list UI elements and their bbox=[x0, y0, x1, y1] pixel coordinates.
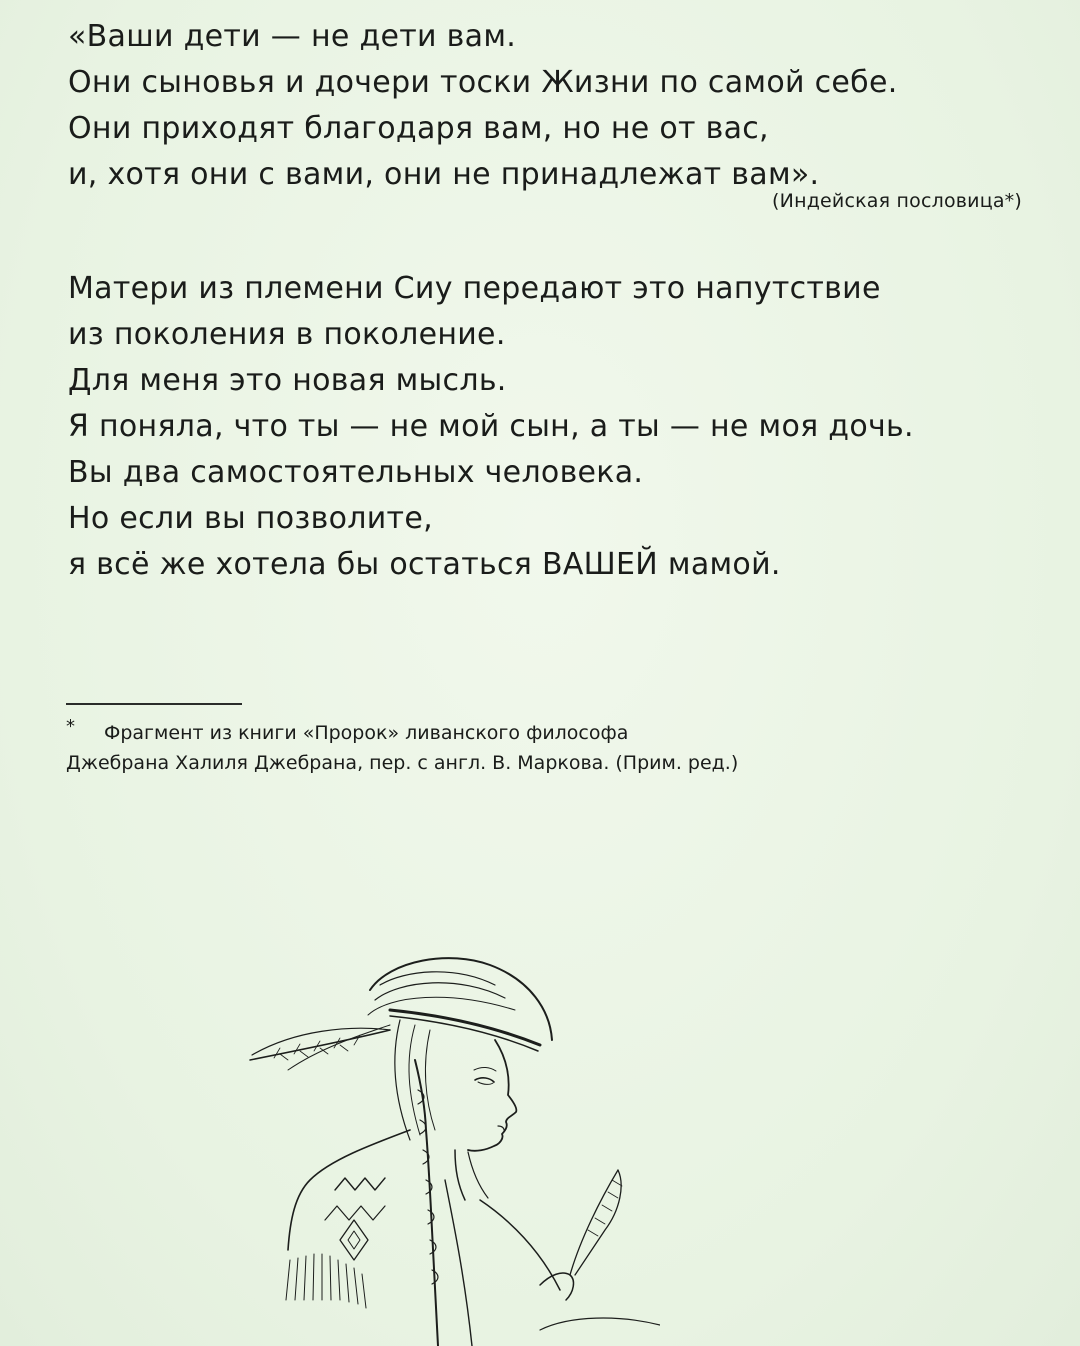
body-line: Для меня это новая мысль. bbox=[68, 363, 507, 398]
quote-attribution: (Индейская пословица*) bbox=[772, 190, 1022, 212]
footnote-divider bbox=[66, 703, 242, 705]
footnote-line: Джебрана Халиля Джебрана, пер. с англ. В. Маркова. (Прим. ред.) bbox=[66, 752, 739, 774]
epigraph-quote bbox=[68, 14, 1028, 198]
body-line: Я поняла, что ты — не мой сын, а ты — не моя дочь. bbox=[68, 409, 914, 444]
body-line: я всё же хотела бы остаться ВАШЕЙ мамой. bbox=[68, 547, 781, 582]
footnote-line: Фрагмент из книги «Пророк» ливанского философа bbox=[104, 722, 629, 744]
quote-line: и, хотя они с вами, они не принадлежат вам». bbox=[68, 157, 820, 192]
body-line: Но если вы позволите, bbox=[68, 501, 433, 536]
quote-line: Они сыновья и дочери тоски Жизни по самой себе. bbox=[68, 65, 898, 100]
body-line: Вы два самостоятельных человека. bbox=[68, 455, 644, 490]
quote-line: «Ваши дети — не дети вам. bbox=[68, 19, 517, 54]
body-line: Матери из племени Сиу передают это напутствие bbox=[68, 271, 881, 306]
body-line: из поколения в поколение. bbox=[68, 317, 506, 352]
footnote-marker: * bbox=[66, 716, 75, 737]
girl-sketch-illustration bbox=[240, 930, 660, 1346]
footnote bbox=[66, 718, 966, 778]
body-text bbox=[68, 266, 1028, 588]
quote-line: Они приходят благодаря вам, но не от вас, bbox=[68, 111, 769, 146]
